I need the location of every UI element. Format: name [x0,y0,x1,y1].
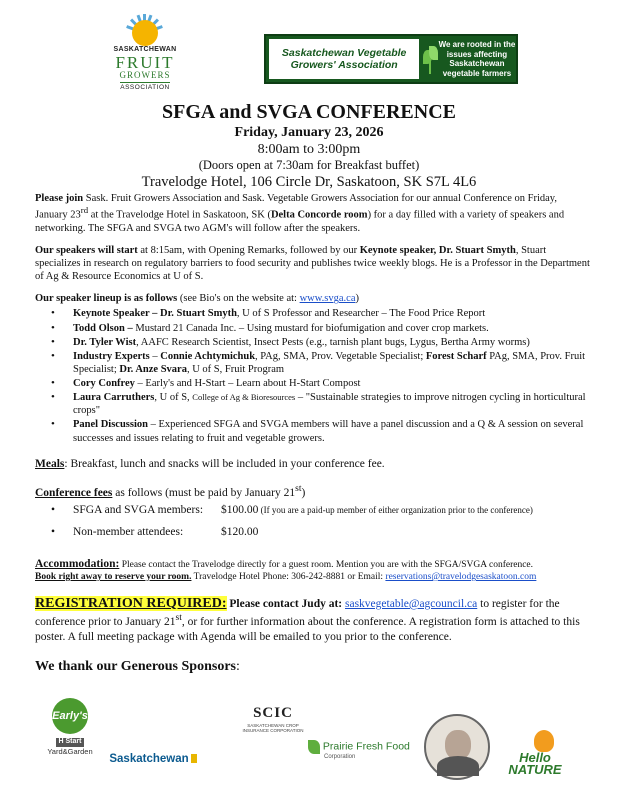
earlys-logo: Early's H Start Yard&Garden [40,698,100,757]
wheat-flag-icon [191,754,197,763]
event-time: 8:00am to 3:00pm [257,142,361,157]
sun-icon [115,14,175,44]
keynote-paragraph: Our speakers will start at 8:15am, with Opening Remarks, followed by our Keynote speaker, Dr. Stuart Smyth, Stuart specializes in research on regulatory barriers to food security and publishes twice weekly blogs. He is a Professor in the Department of Ag & Resource Economics at U of S. [35,244,590,283]
sfga-logo-line1: SASKATCHEWAN [113,46,177,53]
sponsor-logos [0,690,618,800]
svga-website-link[interactable]: www.svga.ca [299,293,356,305]
fees-list [35,503,590,547]
intro-paragraph: Please join Sask. Fruit Growers Association and Sask. Vegetable Growers Association for our annual Conference on Friday, January 23rd at the Travelodge Hotel in Saskatoon, SK (Delta Concorde room) for a day filled with a variety of speakers and networking. The SFGA and SVGA two AGM's will follow after the speakers. [35,193,565,234]
list-item: • Dr. Tyler Wist, AAFC Research Scientist, Insect Pests (e.g., tarnish plant bugs, Lygus, Bertha Army worms) [35,336,590,349]
fee-nonmember: • Non-member attendees: $120.00 [35,525,590,547]
list-item: • Panel Discussion – Experienced SFGA and SVGA members will have a panel discussion and a Q & A session on several successes and issues relating to fruit and vegetable growers. [35,418,590,444]
leaf-icon [308,740,320,754]
list-item: • Industry Experts – Connie Achtymichuk, PAg, SMA, Prov. Vegetable Specialist; Forest Scharf PAg, SMA, Prov. Fruit Specialist; Dr. Anze Svara, U of S, Fruit Program [35,350,590,376]
sfga-logo-line3: GROWERS [119,69,171,80]
document-body [35,192,590,676]
sfga-logo-line2: FRUIT [115,52,175,72]
svga-logo-tagline: We are rooted in the issues affecting Saskatchewan vegetable farmers [438,40,516,78]
page-title: SFGA and SVGA CONFERENCE [162,101,456,123]
event-date: Friday, January 23, 2026 [234,125,384,140]
fees-section: Conference fees as follows (must be paid by January 21st) [35,483,306,499]
list-item: • Cory Confrey – Early's and H-Start – Learn about H-Start Compost [35,377,590,390]
portrait-seal-logo [424,714,490,780]
list-item: • Keynote Speaker – Dr. Stuart Smyth, U of S Professor and Researcher – The Food Price Report [35,307,590,320]
sponsors-heading: We thank our Generous Sponsors: [35,659,240,675]
svga-logo [264,34,518,84]
registration-email-link[interactable]: saskvegetable@agcouncil.ca [345,597,478,610]
fee-member: • SFGA and SVGA members: $100.00 (If you are a paid-up member of either organization prior to the conference) [35,503,590,525]
registration-section: REGISTRATION REQUIRED: Please contact Judy at: saskvegetable@agcouncil.ca to register for the conference prior to January 21st, or for further information about the conference. A registration form is attached to this poster. A full meeting package with Agenda will be emailed to you prior to the conference. [35,595,580,643]
event-venue: Travelodge Hotel, 106 Circle Dr, Saskatoon, SK S7L 4L6 [141,174,477,190]
registration-required-badge: REGISTRATION REQUIRED: [35,595,227,611]
sfga-logo [100,14,190,98]
doors-open-note: (Doors open at 7:30am for Breakfast buffet) [198,158,420,172]
speaker-lineup: Our speaker lineup is as follows (see Bio's on the website at: www.svga.ca) • Keynote Speaker – Dr. Stuart Smyth, U of S Professor and Researcher – The Food Price Report • Todd Olson – Mustard 21 Canada Inc. – Using mustard for biofumigation and cover crop markets. • Dr. Tyler Wist, AAFC Research Scientist, Insect Pests (e.g., tarnish plant bugs, Lygus, Bertha Army worms) • Industry Experts – Connie Achtymichuk, PAg, SMA, Prov. Vegetable Specialist; Forest Scharf PAg, SMA, Prov. Fruit Specialist; Dr. Anze Svara, U of S, Fruit Program • Cory Confrey – Early's and H-Start – Learn about H-Start Compost • Laura Carruthers, U of S, College of Ag & Bioresources – "Sustainable strategies to improve nitrogen cycling in horticultural crops" • Panel Discussion – Experienced SFGA and SVGA members will have a panel discussion and a Q & A session on several successes and issues relating to fruit and vegetable growers. [35,292,590,444]
scic-logo: SCIC SASKATCHEWAN CROP INSURANCE CORPORATION [242,705,304,733]
title-block [0,100,618,191]
sprout-icon [422,42,438,76]
list-item: • Laura Carruthers, U of S, College of Ag & Bioresources – "Sustainable strategies to improve nitrogen cycling in horticultural crops" [35,391,590,417]
hello-nature-logo: Hello NATURE [500,730,570,776]
list-item: • Todd Olson – Mustard 21 Canada Inc. – Using mustard for biofumigation and cover crop markets. [35,322,590,335]
bird-icon [534,730,554,752]
header-logos [0,10,618,98]
saskatchewan-logo: Saskatchewan [108,752,198,766]
svga-logo-name: Saskatchewan Vegetable Growers' Association [269,39,419,79]
meals-section: Meals: Breakfast, lunch and snacks will be included in your conference fee. [35,457,385,470]
accommodation-section: Accommodation: Please contact the Travelodge directly for a guest room. Mention you are with the SFGA/SVGA conference. Book right away to reserve your room. Travelodge Hotel Phone: 306-242-8881 or Email: reservations@travelodgesaskatoon.com [35,558,537,583]
sfga-logo-line4: ASSOCIATION [120,83,170,91]
prairie-fresh-food-logo: Prairie Fresh Food Corporation [308,740,418,762]
hotel-email-link[interactable]: reservations@travelodgesaskatoon.com [385,572,537,583]
